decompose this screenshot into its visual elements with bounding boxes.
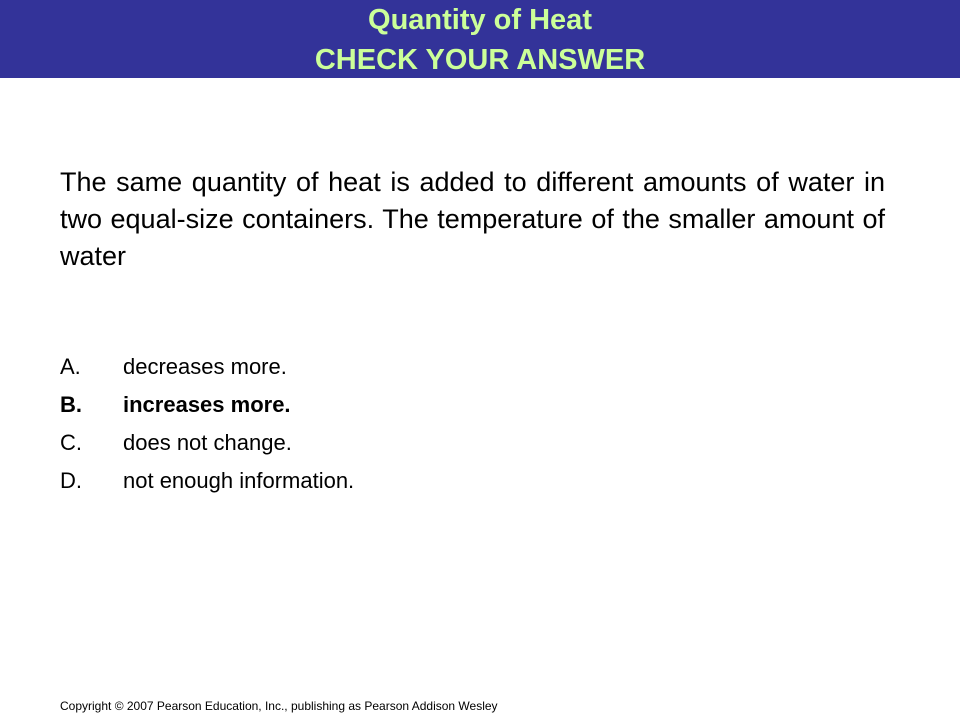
- option-text: increases more.: [123, 392, 291, 417]
- option-text: decreases more.: [123, 354, 287, 379]
- slide-subtitle: CHECK YOUR ANSWER: [314, 44, 646, 76]
- option-letter: A.: [60, 354, 81, 379]
- option-text: does not change.: [123, 430, 292, 455]
- option-letter: B.: [60, 392, 82, 417]
- question-text: The same quantity of heat is added to different amounts of water in two equal-size containers. The temperature of the smaller amount of water: [60, 167, 885, 271]
- copyright-notice: Copyright © 2007 Pearson Education, Inc., publishing as Pearson Addison Wesley: [60, 699, 498, 713]
- option-a: [60, 348, 760, 386]
- option-letter: D.: [60, 468, 82, 493]
- option-c: [60, 424, 760, 462]
- option-text: not enough information.: [123, 468, 355, 493]
- option-letter: C.: [60, 430, 82, 455]
- title-bar: [0, 0, 960, 78]
- answer-options: [60, 348, 760, 500]
- slide-title: Quantity of Heat: [368, 4, 592, 36]
- option-d: [60, 462, 760, 500]
- option-b: [60, 386, 760, 424]
